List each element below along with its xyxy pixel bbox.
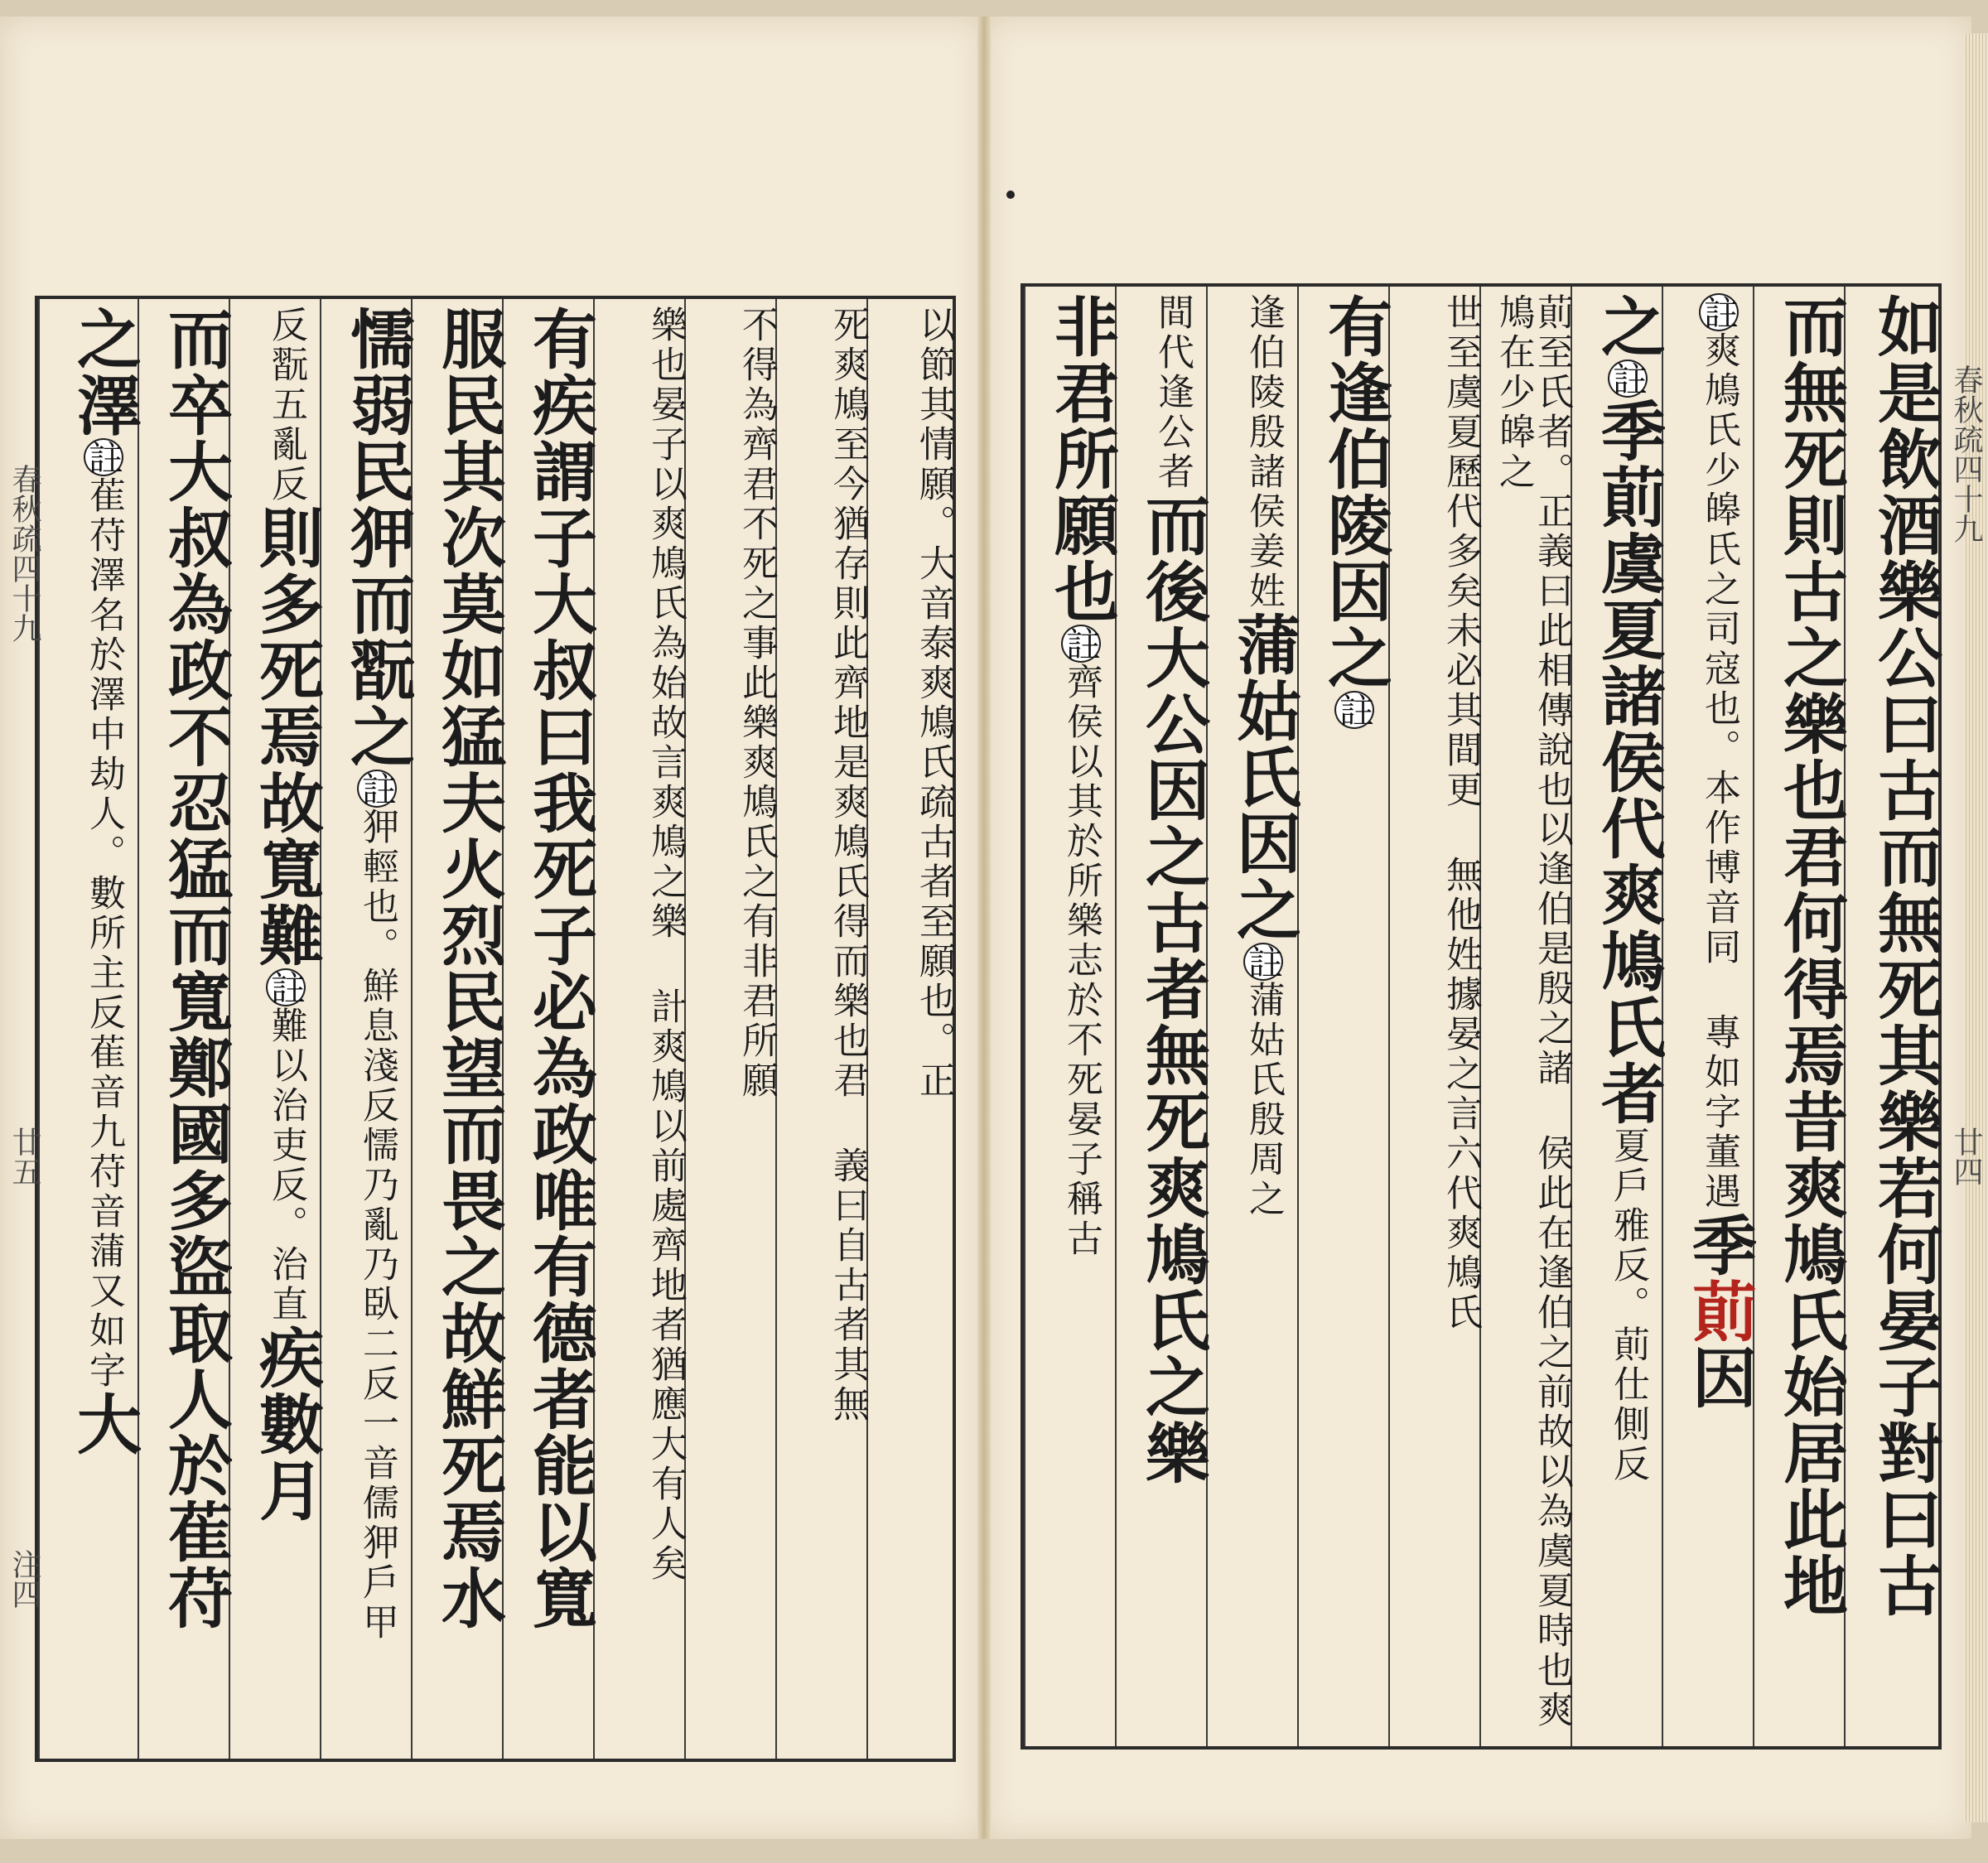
right-text-block [1021,283,1942,1750]
col-text: 而後大公因之古者無死爽鳩氏之樂 [1135,492,1210,1486]
col-text: 間代逢公者 [1151,293,1194,492]
left-margin-title: 春秋疏四十九 [7,464,41,643]
left-col-9 [138,299,233,1759]
red-character: 萴 [1682,1278,1757,1344]
book-gutter [977,17,991,1839]
annotation-badge: 註 [266,970,306,1005]
col-text: 世至虞夏歷代多矣未必其間更 無他姓據晏之言六代爽鳩氏 [1440,293,1482,1333]
right-col-2 [1753,287,1848,1746]
annotation-badge: 註 [357,771,398,806]
col-text: 反翫五亂反 [265,306,307,504]
annotation-badge: 註 [1334,693,1375,727]
col-text: 夏戶雅反。萴仕側反 [1607,1127,1649,1484]
right-col-6 [1388,287,1482,1746]
col-text: 不得為齊君不死之事此樂爽鳩氏之有非君所願 [736,306,778,1101]
right-col-9 [1115,287,1210,1746]
left-col-10 [38,299,142,1759]
col-text: 而卒大叔為政不忍猛而寬鄭國多盜取人於萑苻 [157,306,233,1631]
col-text: 服民其次莫如猛夫火烈民望而畏之故鮮死焉水 [431,306,506,1631]
col-text: 狎輕也 [356,808,398,927]
annotation-badge: 註 [1699,295,1740,330]
col-text: 因 [1682,1344,1757,1411]
col-text: 疾數月 [248,1325,324,1523]
right-margin-title: 春秋疏四十九 [1949,364,1983,543]
col-text: 樂也晏子以爽鳩氏為始故言爽鳩之樂 計爽鳩以前處齊地者猶應大有人矣 [644,306,687,1584]
col-text: 萑苻澤名於澤中劫人。數所主反萑音九苻音蒲又如字 [83,476,125,1391]
annotation-badge: 註 [1061,626,1102,661]
col-text: 蒲姑氏因之 [1226,611,1301,943]
col-text: 有逢伯陵因之 [1317,293,1392,691]
left-col-7 [320,299,415,1759]
left-text-block [35,296,956,1762]
col-text: 死爽鳩至今猶存則此齊地是爽鳩氏得而樂也君 義曰自古者其無 [827,306,869,1425]
right-margin-folio: 廿四 [1949,1127,1983,1186]
right-col-10 [1024,287,1119,1746]
col-text: 有疾謂子大叔曰我死子必為政唯有德者能以寬 [522,306,597,1631]
col-text: 而無死則古之樂也君何得焉昔爽鳩氏始居此地 [1773,293,1848,1619]
col-text: 非君所願也 [1044,293,1119,625]
left-margin-folio: 廿五 [7,1127,41,1186]
col-text: 逢伯陵殷諸侯姜姓 [1242,293,1285,611]
left-col-6 [411,299,506,1759]
col-text: 季 [1682,1212,1757,1278]
page-edges [1963,33,1988,1822]
col-text: 之澤 [66,306,142,438]
col-text: 季萴虞夏諸侯代爽鳩氏者 [1590,398,1666,1127]
ink-spot [1006,191,1015,199]
right-col-4 [1571,287,1666,1746]
col-text: 懦弱民狎而翫之 [340,306,415,770]
col-text: 蒲姑氏殷周之 [1242,981,1285,1219]
col-text: 以節其情願。大音泰爽鳩氏疏古者至願也。正 [913,306,955,1101]
right-col-1 [1844,287,1942,1746]
col-text: 之 [1590,293,1666,360]
left-col-1 [866,299,953,1759]
annotation-badge: 註 [1243,944,1284,979]
col-text: 則多死焉故寬難 [248,504,324,968]
col-text: 齊侯以其於所樂志於不死晏子稱古 [1060,663,1103,1259]
col-text: 難以治吏反。治直 [265,1006,307,1325]
col-text: 。鮮息淺反懦乃亂乃臥二反一音儒狎戶甲 [356,927,398,1643]
right-col-5 [1479,287,1571,1746]
left-col-2 [775,299,869,1759]
col-text: 爽鳩氏少皞氏之司寇也。本作博音同 專如字董遇 [1698,331,1740,1212]
left-col-8 [229,299,324,1759]
annotation-badge: 註 [84,440,124,475]
left-col-3 [684,299,778,1759]
left-col-5 [502,299,597,1759]
col-text: 大 [66,1391,142,1457]
right-col-7 [1297,287,1392,1746]
col-text: 如是飲酒樂公曰古而無死其樂若何晏子對曰古 [1867,293,1942,1619]
right-col-8 [1206,287,1301,1746]
right-col-3 [1662,287,1757,1746]
col-text: 萴至氏者。正義曰此相傳說也以逢伯是殷之諸 侯此在逢伯之前故以為虞夏時也爽鳩在少皞之 [1492,293,1573,1730]
left-col-4 [593,299,687,1759]
left-margin-count: 注四 [7,1549,41,1609]
annotation-badge: 註 [1608,361,1648,396]
